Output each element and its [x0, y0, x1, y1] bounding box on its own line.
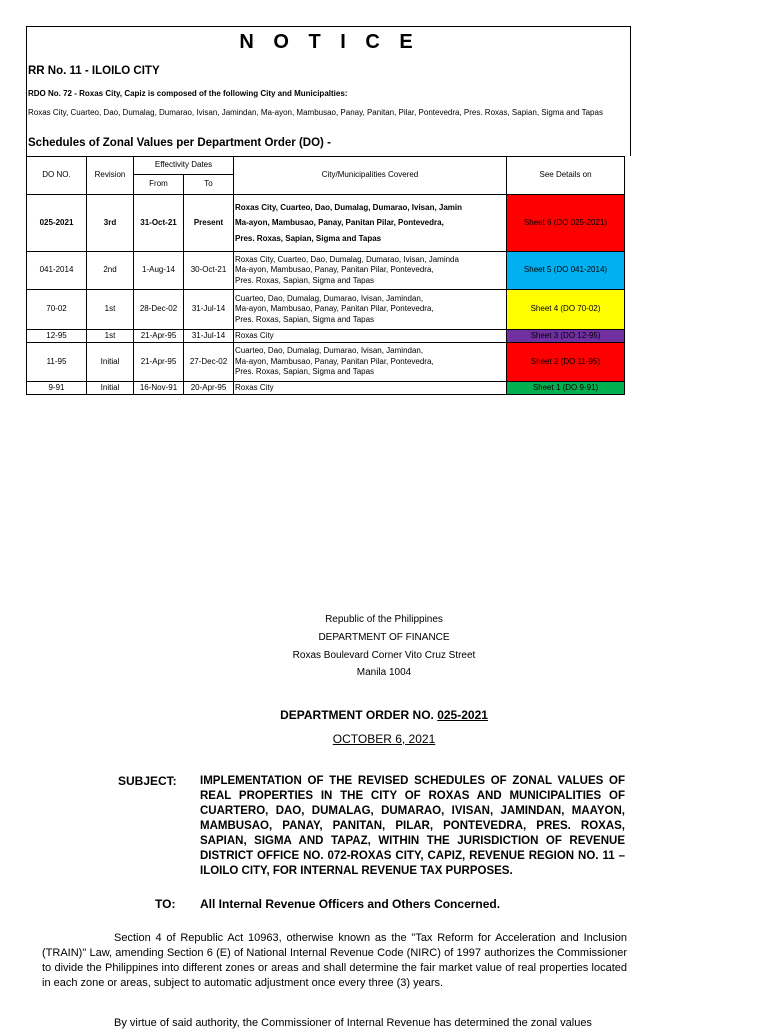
rdo-line — [28, 89, 347, 98]
rr-line: RR No. 11 - ILOILO CITY — [28, 65, 160, 77]
from-cell: 31-Oct-21 — [134, 195, 184, 252]
city-line: Roxas City — [235, 382, 274, 392]
do-no-cell: 70-02 — [27, 290, 87, 330]
city-line: Pres. Roxas, Sapian, Sigma and Tapas — [235, 314, 375, 324]
do-no-cell: 025-2021 — [27, 195, 87, 252]
from-cell: 1-Aug-14 — [134, 252, 184, 290]
table-row — [27, 252, 625, 290]
city-line: Ma-ayon, Mambusao, Panay, Panitan Pilar, Pontevedra, — [235, 304, 434, 314]
header-cities: City/Municipalities Covered — [234, 157, 507, 195]
letterhead-line: Manila 1004 — [356, 667, 412, 678]
sheet-link[interactable]: Sheet 1 (DO 9-91) — [507, 382, 625, 395]
sheet-link[interactable]: Sheet 3 (DO 12-95) — [507, 330, 625, 343]
to-cell: 20-Apr-95 — [184, 382, 234, 395]
letterhead-line: DEPARTMENT OF FINANCE — [318, 632, 450, 643]
revision-cell: 2nd — [87, 252, 134, 290]
notice-header — [26, 26, 631, 156]
city-line: Cuarteo, Dao, Dumalag, Dumarao, Ivisan, Jamindan, — [235, 293, 424, 303]
city-line: Ma-ayon, Mambusao, Panay, Panitan Pilar, Pontevedra, — [235, 265, 434, 275]
do-prefix: DEPARTMENT ORDER NO. — [280, 708, 438, 722]
sheet-link[interactable]: Sheet 6 (DO 025-2021) — [507, 195, 625, 252]
city-line: Ma-ayon, Mambusao, Panay, Panitan Pilar, Pontevedra, — [235, 218, 444, 228]
schedules-heading: Schedules of Zonal Values per Department Order (DO) - — [28, 137, 331, 149]
header-effectivity: Effectivity Dates — [134, 157, 234, 175]
notice-title: N O T I C E — [239, 31, 420, 53]
to-cell: Present — [184, 195, 234, 252]
table-row — [27, 343, 625, 382]
do-number: 025-2021 — [437, 708, 488, 722]
covered-list: Roxas City, Cuarteo, Dao, Dumalag, Dumarao, Ivisan, Jamindan, Ma-ayon, Mambusao, Panay, Panitan, Pilar, Pontevedra, Pres. Roxas, Sapian, Sigma and Tapas — [28, 108, 603, 117]
city-line: Ma-ayon, Mambusao, Panay, Panitan Pilar, Pontevedra, — [235, 356, 434, 366]
to-text: All Internal Revenue Officers and Others Concerned. — [200, 897, 501, 911]
do-no-cell: 041-2014 — [27, 252, 87, 290]
subject-label: SUBJECT: — [118, 774, 177, 788]
header-from: From — [134, 175, 184, 195]
to-label: TO: — [155, 897, 176, 911]
city-line: Roxas City, Cuarteo, Dao, Dumalag, Dumarao, Ivisan, Jaminda — [235, 254, 459, 264]
cities-cell — [234, 252, 507, 290]
revision-cell: Initial — [87, 343, 134, 382]
zonal-table — [26, 156, 625, 395]
sheet-link[interactable]: Sheet 5 (DO 041-2014) — [507, 252, 625, 290]
revision-cell: 1st — [87, 330, 134, 343]
paragraph: Section 4 of Republic Act 10963, otherwise known as the "Tax Reform for Acceleration and Inclusion (TRAIN)" Law, amending Section 6 (E) of National Internal Revenue Code (NIRC) of 1997 authorizes the Commissioner to divide the Philippines into different zones or areas and shall determine the fair market value of real properties located in each zone or areas, subject to automatic adjustment once every three (3) years. — [42, 932, 627, 989]
sheet-link[interactable]: Sheet 4 (DO 70-02) — [507, 290, 625, 330]
cities-cell — [234, 382, 507, 395]
city-line: Roxas City, Cuarteo, Dao, Dumalag, Dumarao, Ivisan, Jamin — [235, 202, 463, 212]
department-order-number — [0, 708, 768, 722]
order-date: OCTOBER 6, 2021 — [332, 732, 436, 746]
rdo-bold: RDO No. 72 - Roxas City, Capiz is composed of the following City and Municipalties: — [28, 89, 348, 98]
letterhead-line: Republic of the Philippines — [325, 614, 443, 625]
sheet-link[interactable]: Sheet 2 (DO 11-95) — [507, 343, 625, 382]
from-cell: 21-Apr-95 — [134, 343, 184, 382]
do-no-cell: 9-91 — [27, 382, 87, 395]
table-row — [27, 382, 625, 395]
city-line: Pres. Roxas, Sapian, Sigma and Tapas — [235, 275, 375, 285]
to-cell: 31-Jul-14 — [184, 290, 234, 330]
header-details: See Details on — [507, 157, 625, 195]
do-no-cell: 12-95 — [27, 330, 87, 343]
subject-text: IMPLEMENTATION OF THE REVISED SCHEDULES OF ZONAL VALUES OF REAL PROPERTIES IN THE CITY OF ROXAS AND MUNICIPALITIES OF CUARTERO, DAO, DUMALAG, DUMARAO, IVISAN, JAMINDAN, MAAYON, MAMBUSAO, PANAY, PANITAN, PILAR, PONTEVEDRA, PRES. ROXAS, SAPIAN, SIGMA AND TAPAZ, WITHIN THE JURISDICTION OF REVENUE DISTRICT OFFICE NO. 072-ROXAS CITY, CAPIZ, REVENUE REGION NO. 11 – ILOILO CITY, FOR INTERNAL REVENUE TAX PURPOSES. — [200, 775, 625, 877]
table-row — [27, 290, 625, 330]
city-line: Roxas City — [235, 330, 274, 340]
from-cell: 21-Apr-95 — [134, 330, 184, 343]
letterhead-line: Roxas Boulevard Corner Vito Cruz Street — [292, 650, 476, 661]
cities-cell — [234, 330, 507, 343]
cities-cell — [234, 290, 507, 330]
header-do-no: DO NO. — [27, 157, 87, 195]
revision-cell: Initial — [87, 382, 134, 395]
table-row — [27, 195, 625, 252]
to-cell: 30-Oct-21 — [184, 252, 234, 290]
to-cell: 27-Dec-02 — [184, 343, 234, 382]
header-revision: Revision — [87, 157, 134, 195]
from-cell: 28-Dec-02 — [134, 290, 184, 330]
city-line: Pres. Roxas, Sapian, Sigma and Tapas — [235, 367, 375, 377]
cities-cell — [234, 195, 507, 252]
paragraph: By virtue of said authority, the Commissioner of Internal Revenue has determined the zonal values — [114, 1017, 592, 1029]
cities-cell — [234, 343, 507, 382]
to-cell: 31-Jul-14 — [184, 330, 234, 343]
revision-cell: 1st — [87, 290, 134, 330]
city-line: Cuarteo, Dao, Dumalag, Dumarao, Ivisan, Jamindan, — [235, 346, 424, 356]
from-cell: 16-Nov-91 — [134, 382, 184, 395]
revision-cell: 3rd — [87, 195, 134, 252]
header-to: To — [184, 175, 234, 195]
do-no-cell: 11-95 — [27, 343, 87, 382]
table-row — [27, 330, 625, 343]
city-line: Pres. Roxas, Sapian, Sigma and Tapas — [235, 233, 382, 243]
